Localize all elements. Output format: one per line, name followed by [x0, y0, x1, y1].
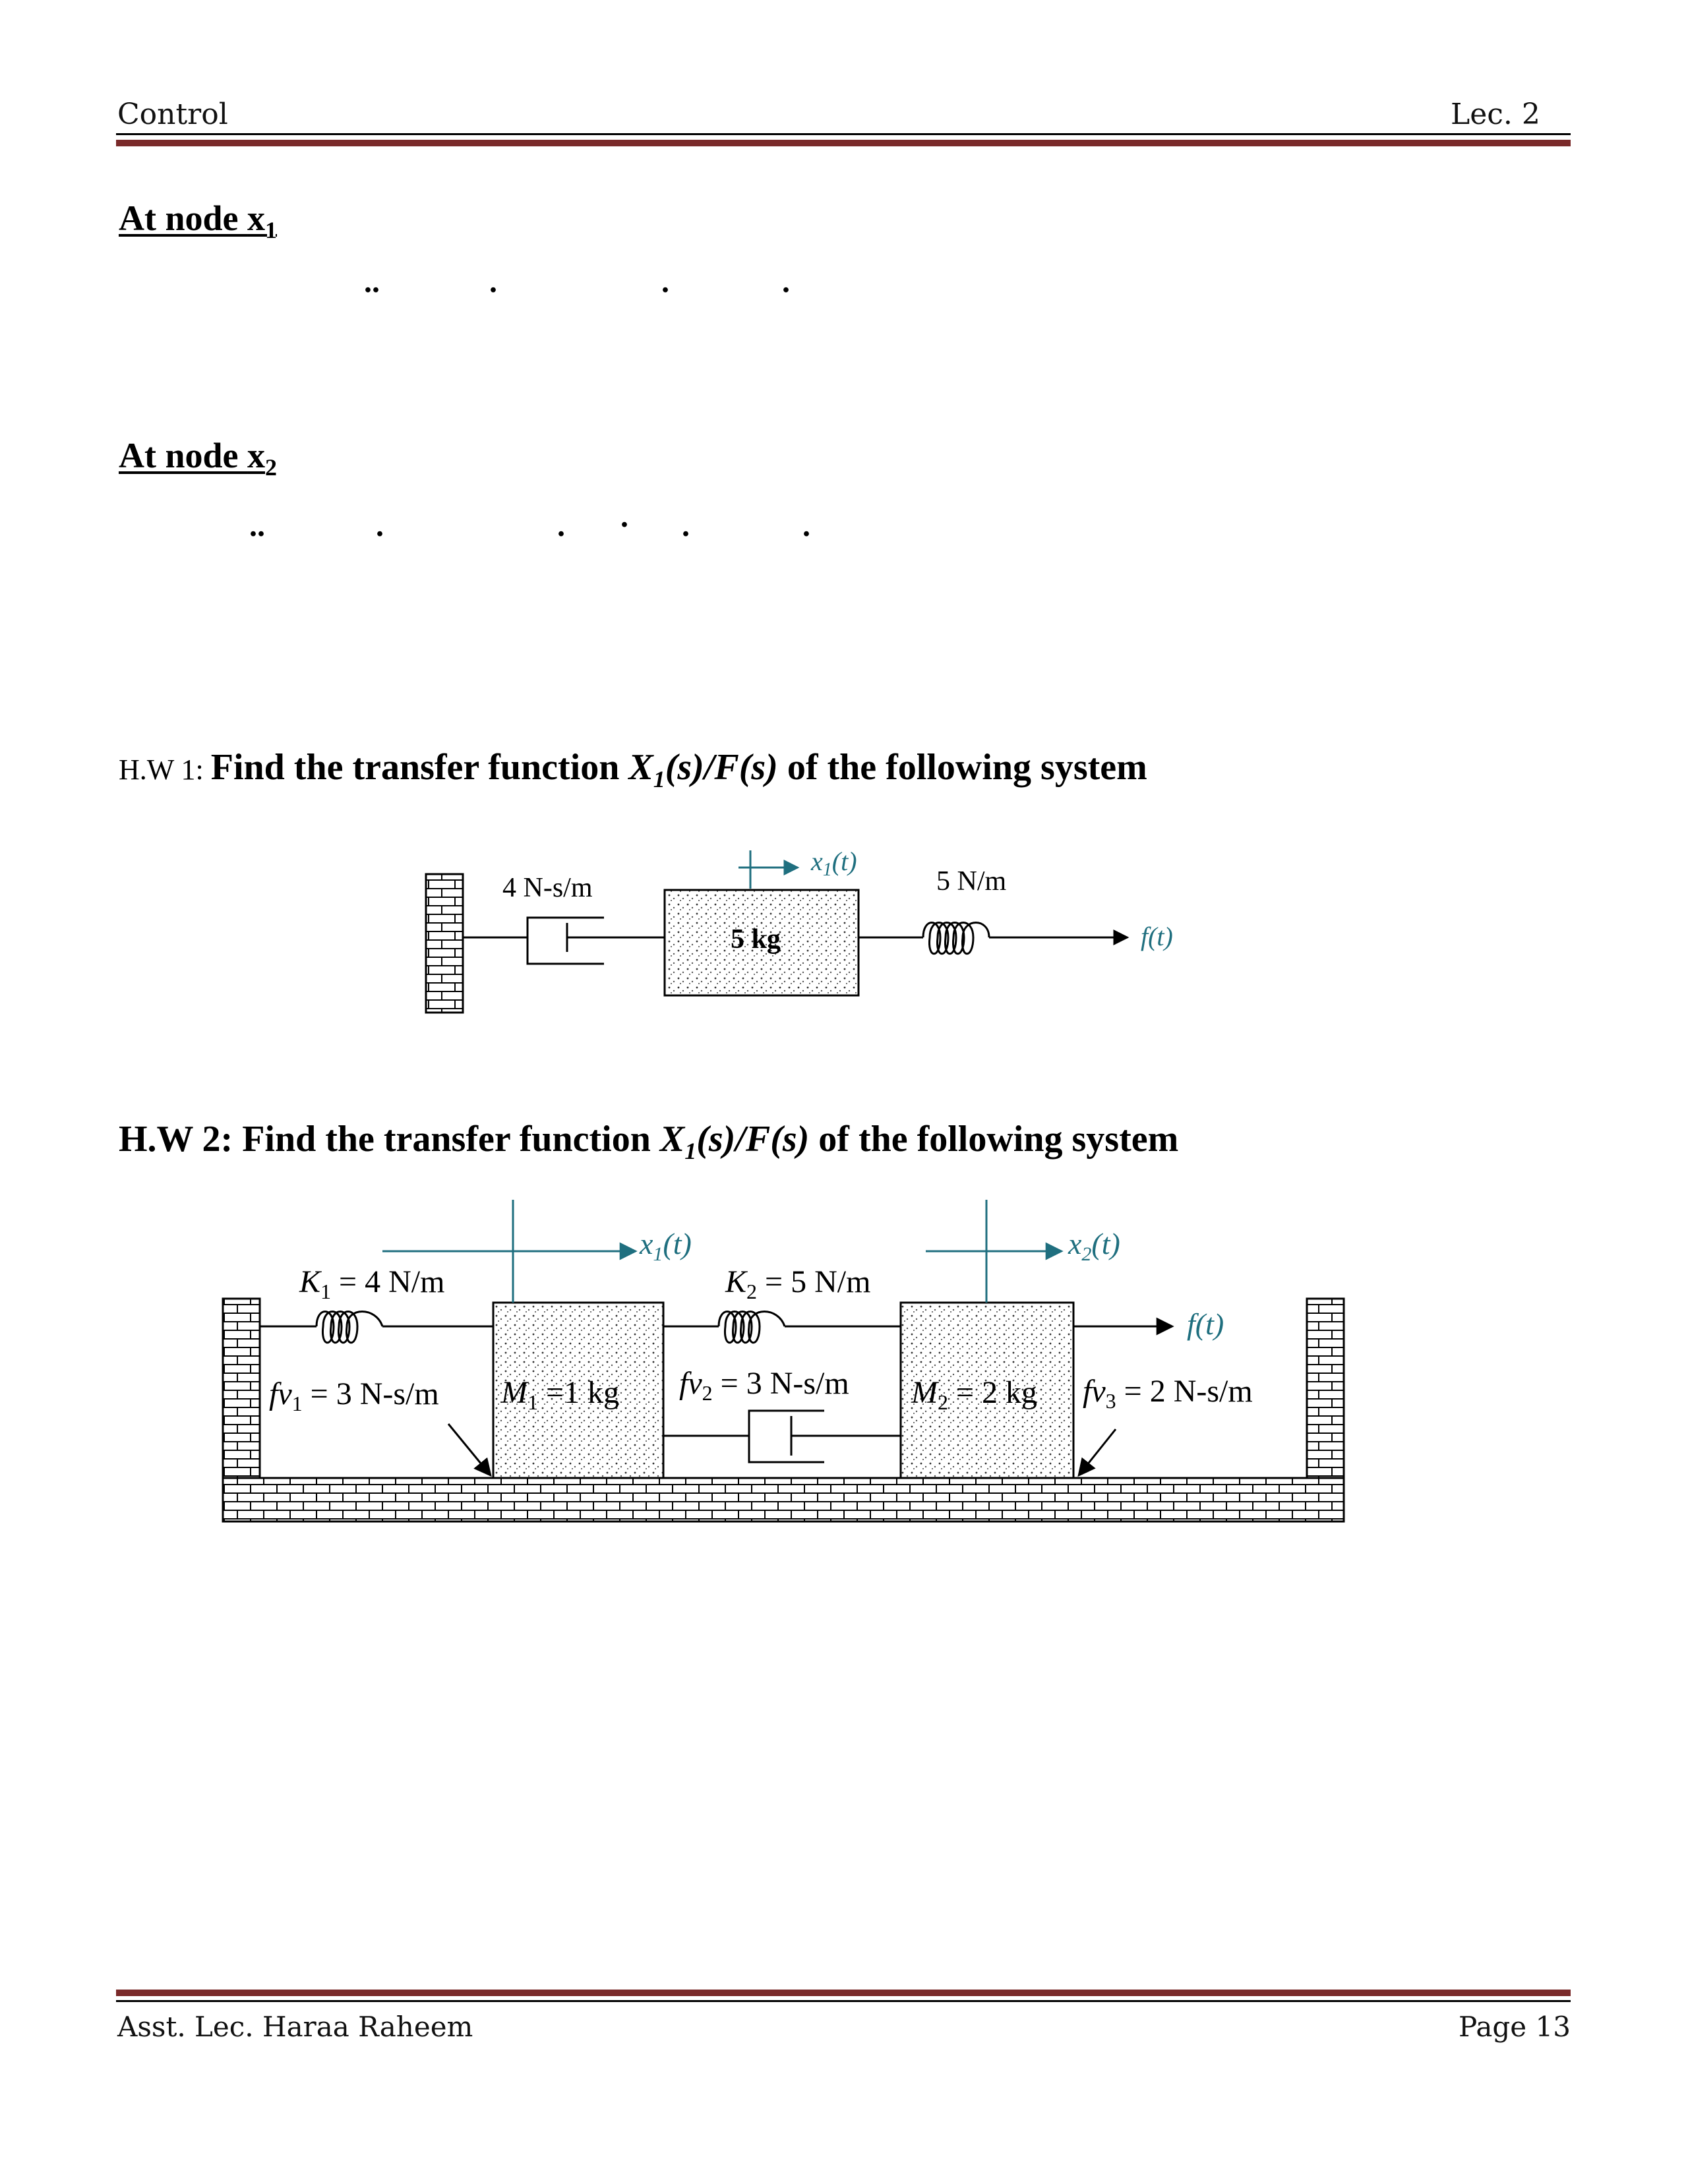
node1-heading	[119, 198, 277, 244]
node2-var: x	[247, 436, 266, 475]
right-wall-icon	[1307, 1299, 1344, 1478]
node2-heading	[119, 435, 277, 481]
wall-icon	[426, 874, 463, 1013]
fv1-pointer-icon	[448, 1424, 491, 1475]
left-wall-icon	[223, 1299, 260, 1478]
hw1-statement	[119, 746, 1147, 793]
k1-label: $K_1 = 4$ N/m	[299, 1264, 445, 1303]
fv1-label: $fv_1 = 3$ N-s/m	[269, 1376, 439, 1415]
damper-icon	[463, 918, 666, 964]
hw2-text-after: of the following system	[809, 1119, 1179, 1160]
node2-equation-dot: .	[682, 508, 690, 543]
hw2-figure	[218, 1193, 1352, 1536]
spring-k1-icon	[260, 1312, 493, 1343]
hw2-statement	[119, 1118, 1178, 1165]
header-right: Lec. 2	[1451, 98, 1540, 131]
header-rule-thin	[116, 133, 1571, 135]
node1-equation-dot: .	[489, 264, 497, 299]
hw1-label: H.W 1:	[119, 753, 211, 786]
node1-equation-dot: .	[661, 264, 669, 299]
fv3-label: $fv_3 = 2$ N-s/m	[1083, 1374, 1253, 1413]
header-left: Control	[117, 98, 228, 131]
displacement-arrow-icon	[738, 850, 798, 889]
hw1-text-after: of the following system	[777, 747, 1147, 788]
spring-k2-icon	[663, 1312, 901, 1343]
x2-arrow-icon	[926, 1200, 1062, 1303]
floor-icon	[223, 1478, 1344, 1521]
hw1-figure	[409, 837, 1213, 1028]
node2-equation-dot: .	[557, 508, 565, 543]
damper-label: 4 N-s/m	[502, 873, 593, 903]
node2-title: At node	[119, 436, 248, 475]
node1-equation-dot: .	[782, 264, 790, 299]
spring-label: 5 N/m	[936, 866, 1007, 897]
header-rule-thick	[116, 140, 1571, 146]
node1-var: x	[247, 198, 266, 238]
footer-author: Asst. Lec. Haraa Raheem	[117, 2011, 473, 2043]
footer-rule-thin	[116, 2000, 1571, 2002]
fv3-pointer-icon	[1079, 1429, 1116, 1475]
hw1-tf: $X_1(s)/F(s)$	[628, 747, 778, 793]
m1-label: $M_1 =1$ kg	[501, 1375, 620, 1414]
mass-label: 5 kg	[731, 924, 781, 955]
node1-title: At node	[119, 198, 248, 238]
node1-equation-dot: ..	[364, 264, 380, 299]
x1-label: $x_1(t)$	[640, 1227, 692, 1265]
hw2-text-before: Find the transfer function	[242, 1119, 660, 1160]
damper-fv2-icon	[663, 1411, 901, 1462]
node2-equation-dot: .	[620, 499, 628, 534]
node2-equation-dot: .	[376, 508, 384, 543]
hw2-label: H.W 2:	[119, 1119, 243, 1160]
x2-label: $x_2(t)$	[1068, 1227, 1120, 1265]
node2-sub: 2	[265, 454, 278, 481]
hw2-tf: $X_1(s)/F(s)$	[659, 1119, 810, 1165]
k2-label: $K_2 = 5$ N/m	[725, 1264, 871, 1303]
node2-equation-dot: ..	[249, 508, 265, 543]
node1-sub: 1	[265, 216, 278, 243]
spring-icon	[859, 923, 989, 954]
node2-equation-dot: .	[802, 508, 810, 543]
m2-label: $M_2 = 2$ kg	[911, 1375, 1038, 1414]
hw1-text-before: Find the transfer function	[210, 747, 629, 788]
fv2-label: $fv_2 = 3$ N-s/m	[679, 1366, 849, 1405]
x1-label: $x_1(t)$	[811, 846, 857, 880]
footer-page-number: Page 13	[1459, 2011, 1571, 2043]
force-label: f(t)	[1141, 922, 1173, 951]
force-label: f(t)	[1187, 1307, 1224, 1341]
footer-rule-thick	[116, 1990, 1571, 1996]
